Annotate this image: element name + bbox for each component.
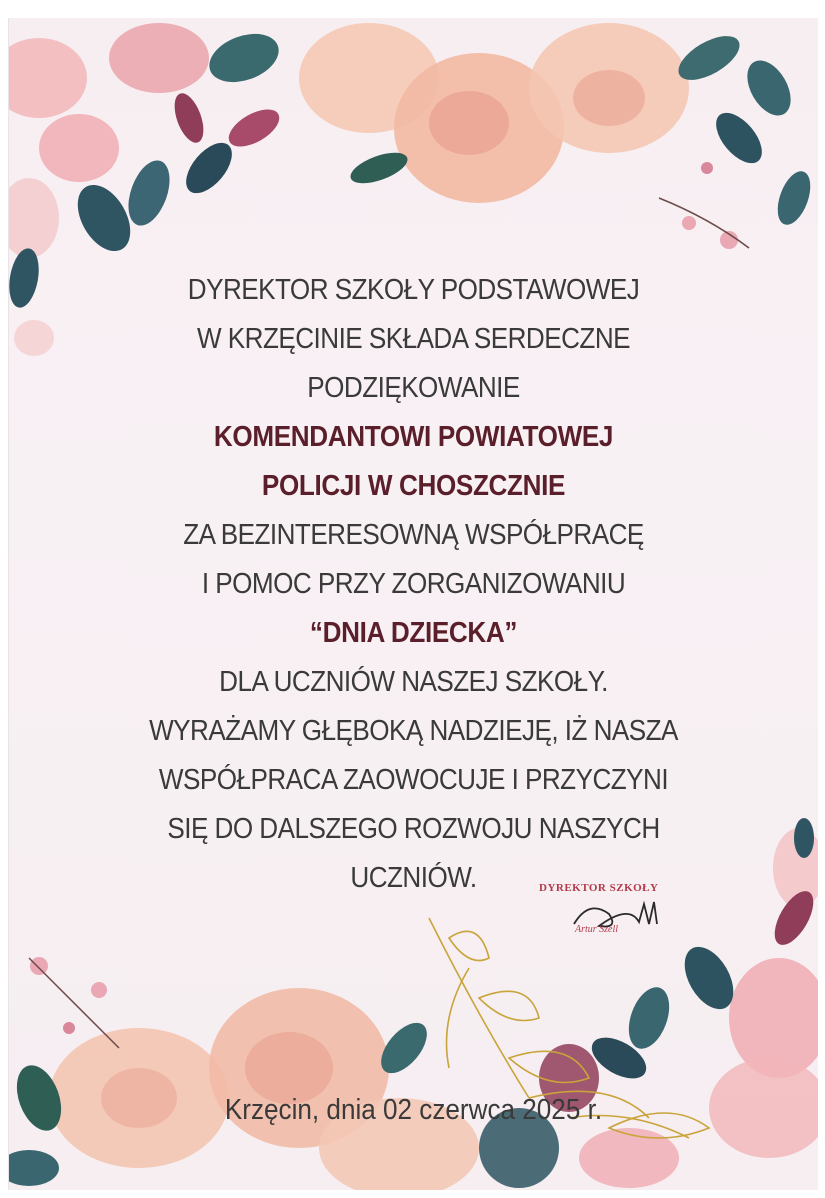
stamp-title: DYREKTOR SZKOŁY	[539, 882, 659, 894]
diploma-sheet	[8, 18, 818, 1190]
stamp-name: Artur Szell	[575, 924, 619, 935]
letter-line: DLA UCZNIÓW NASZEJ SZKOŁY.	[219, 666, 608, 698]
letter-line: WYRAŻAMY GŁĘBOKĄ NADZIEJĘ, IŻ NASZA	[149, 715, 678, 747]
letter-line: I POMOC PRZY ZORGANIZOWANIU	[201, 568, 626, 600]
event-name-line: “DNIA DZIECKA”	[309, 617, 518, 649]
letter-line: PODZIĘKOWANIE	[307, 372, 520, 404]
letter-line: SIĘ DO DALSZEGO ROZWOJU NASZYCH	[167, 813, 660, 845]
place-and-date: Krzęcin, dnia 02 czerwca 2025 r.	[224, 1094, 603, 1126]
recipient-line: KOMENDANTOWI POWIATOWEJ	[213, 421, 614, 453]
bottom-bouquet	[9, 957, 679, 1190]
top-roses	[299, 23, 817, 249]
letter-line: W KRZĘCINIE SKŁADA SERDECZNE	[196, 323, 631, 355]
letter-body	[9, 266, 818, 903]
letter-line: ZA BEZINTERESOWNĄ WSPÓŁPRACĘ	[183, 519, 644, 551]
letter-line: WSPÓŁPRACA ZAOWOCUJE I PRZYCZYNI	[158, 764, 669, 796]
recipient-line: POLICJI W CHOSZCZNIE	[261, 470, 566, 502]
letter-line: UCZNIÓW.	[350, 862, 477, 894]
letter-line: DYREKTOR SZKOŁY PODSTAWOWEJ	[187, 274, 640, 306]
